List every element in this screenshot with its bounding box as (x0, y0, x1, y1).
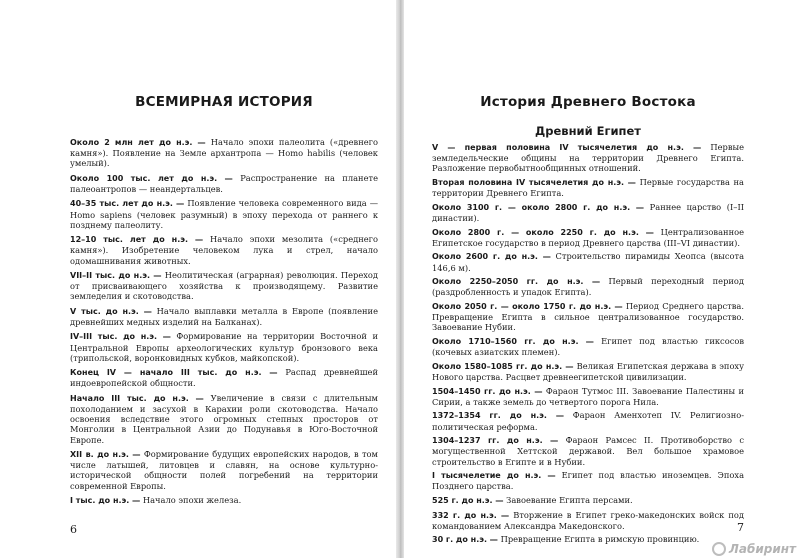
entry-text: Завоевание Египта персами. (506, 494, 633, 505)
left-chapter-title: ВСЕМИРНАЯ ИСТОРИЯ (135, 94, 313, 110)
timeline-entry: 332 г. до н.э. — Вторжение в Египет греко-македонских войск под командованием Александра Македонского. (432, 509, 745, 531)
entry-text: Раннее царство (I–II династии). (432, 201, 745, 223)
section-title: Древний Египет (535, 124, 641, 138)
timeline-entry: V — первая половина IV тысячелетия до н.э. — Первые земледельческие общины на территории Древнего Египта. Разложение первобытнообщинных отношений. (432, 142, 745, 174)
entry-text: Период Среднего царства. Превращение Египта в сильное централизованное государство. Завоевание Нубии. (432, 300, 744, 333)
entry-date: Около 1580–1085 гг. до н.э. (432, 361, 563, 371)
timeline-entry: 40–35 тыс. лет до н.э. — Появление человека современного вида — Homo sapiens (человек разумный) в эпоху перехода от раннего к позднему палеолиту. (70, 198, 378, 230)
timeline-entry: 1372–1354 гг. до н.э. — Фараон Аменхотеп IV. Религиозно-политическая реформа. (432, 410, 745, 432)
entry-text: Формирование на территории Восточной и Центральной Европы археологических культур бронзового века (трипольской, воронковидных кубков, майкопской). (70, 331, 378, 363)
entry-text: Фараон Аменхотеп IV. Религиозно-политическая реформа. (432, 410, 745, 432)
watermark-logo-icon (712, 542, 726, 556)
entry-text: Распад древнейшей индоевропейской общности. (70, 367, 378, 389)
entry-date: VII–II тыс. до н.э. (70, 270, 151, 280)
entry-text: Появление человека современного вида — Homo sapiens (человек разумный) в эпоху перехода от раннего к позднему палеолиту. (70, 198, 378, 230)
timeline-entry: Около 1580–1085 гг. до н.э. — Великая Египетская держава в эпоху Нового царства. Расцвет древнеегипетской цивилизации. (432, 360, 744, 382)
entry-text: Формирование будущих европейских народов, в том числе латышей, литовцев и славян, на основе культурно-исторической общности полей погребений на территории современной Европы. (70, 448, 378, 491)
timeline-entry: I тысячелетие до н.э. — Египет под властью иноземцев. Эпоха Позднего царства. (432, 470, 745, 492)
entry-date: 1372–1354 гг. до н.э. (432, 411, 547, 421)
entry-text: Египет под властью иноземцев. Эпоха Позднего царства. (432, 470, 745, 492)
timeline-entry: Начало III тыс. до н.э. — Увеличение в связи с длительным похолоданием и засухой в Карахии роли скотоводства. Начало освоения вследствие этого огромных степных просторов от Монголии в Центральной Азии до Подунавья в Юго-Восточной Европе. (70, 392, 378, 445)
timeline-entry: Около 1710–1560 гг. до н.э. — Египет под властью гиксосов (кочевых азиатских племен). (432, 335, 745, 358)
timeline-entry: IV–III тыс. до н.э. — Формирование на территории Восточной и Центральной Европы археологических культур бронзового века (трипольской, воронковидных кубков, майкопской). (70, 331, 378, 363)
entry-text: Увеличение в связи с длительным похолоданием и засухой в Карахии роли скотоводства. Начало освоения вследствие этого огромных степных просторов от Монголии в Центральной Азии до Подунавья в Юго-Восточной Европе. (70, 392, 378, 445)
entry-text: Первые земледельческие общины на территории Древнего Египта. Разложение первобытнообщинных отношений. (432, 142, 745, 174)
timeline-entry: Вторая половина IV тысячелетия до н.э. — Первые государства на территории Древнего Египта. (432, 177, 745, 199)
timeline-entry: V тыс. до н.э. — Начало выплавки металла в Европе (появление древнейших медных изделий на Балканах). (70, 305, 378, 327)
entry-date: Около 2050 г. — около 1750 г. до н.э. (432, 301, 612, 311)
entry-date: 30 г. до н.э. (432, 535, 488, 545)
entry-date: 40–35 тыс. лет до н.э. (70, 199, 173, 209)
entry-text: Первый переходный период (раздробленность и упадок Египта). (432, 276, 745, 298)
entry-date: IV–III тыс. до н.э. (70, 332, 158, 342)
entry-date: Около 3100 г. — около 2800 г. до н.э. (432, 202, 631, 212)
entry-date: 12–10 тыс. лет до н.э. (70, 235, 189, 245)
timeline-entry: Около 2800 г. — около 2250 г. до н.э. — Централизованное Египетское государство в период Древнего царства (III–VI династии). (432, 226, 745, 248)
timeline-entry: VII–II тыс. до н.э. — Неолитическая (аграрная) революция. Переход от присваивающего хозяйства к производящему. Развитие земледелия и скотоводства. (70, 269, 379, 302)
page-number: 7 (737, 521, 744, 534)
entry-date: I тыс. до н.э. (70, 495, 130, 505)
left-page (0, 0, 396, 558)
entry-text: Вторжение в Египет греко-македонских войск под командованием Александра Македонского. (432, 509, 745, 531)
timeline-entry: Около 2600 г. до н.э. — Строительство пирамиды Хеопса (высота 146,6 м). (432, 251, 745, 273)
entry-text: Превращение Египта в римскую провинцию. (500, 534, 700, 545)
entry-date: Около 100 тыс. лет до н.э. (70, 173, 218, 183)
watermark-text: Лабиринт (728, 542, 796, 556)
timeline-entry: 1504–1450 гг. до н.э. — Фараон Тутмос III. Завоевание Палестины и Сирии, а также земель до четвертого порога Нила. (432, 385, 744, 407)
watermark (712, 542, 796, 556)
entry-date: V тыс. до н.э. (70, 306, 139, 316)
entry-date: Конец IV — начало III тыс. до н.э. (70, 368, 262, 378)
entry-text: Первые государства на территории Древнего Египта. (432, 177, 745, 199)
entry-date: V — первая половина IV тысячелетия до н.э. (432, 143, 684, 152)
book-spine (396, 0, 404, 558)
timeline-entry: Около 3100 г. — около 2800 г. до н.э. — Раннее царство (I–II династии). (432, 201, 745, 223)
entry-date: 525 г. до н.э. (432, 495, 493, 505)
entry-date: XII в. до н.э. (70, 449, 129, 459)
entry-text: Неолитическая (аграрная) революция. Переход от присваивающего хозяйства к производящему. Развитие земледелия и скотоводства. (70, 269, 379, 302)
entry-text: Централизованное Египетское государство в период Древнего царства (III–VI династии). (432, 226, 745, 248)
entry-date: Около 2600 г. до н.э. (432, 252, 538, 262)
timeline-entry: Около 2250–2050 гг. до н.э. — Первый переходный период (раздробленность и упадок Египта). (432, 276, 745, 298)
entry-text: Великая Египетская держава в эпоху Нового царства. Расцвет древнеегипетской цивилизации. (432, 360, 744, 382)
timeline-entry: Около 2050 г. — около 1750 г. до н.э. — Период Среднего царства. Превращение Египта в сильное централизованное государство. Завоевание Нубии. (432, 300, 744, 333)
entry-date: Около 2800 г. — около 2250 г. до н.э. (432, 227, 639, 237)
timeline-entry: 30 г. до н.э. — Превращение Египта в римскую провинцию. (432, 534, 700, 545)
timeline-entry: Около 2 млн лет до н.э. — Начало эпохи палеолита («древнего камня»). Появление на Земле архантропа — Homo habilis (человек умелый). (70, 137, 378, 169)
page-number: 6 (70, 523, 77, 536)
entry-text: Египет под властью гиксосов (кочевых азиатских племен). (432, 335, 745, 358)
entry-text: Фараон Рамсес II. Противоборство с могущественной Хеттской державой. Вел большое храмовое строительство в Египте и в Нубии. (432, 435, 745, 467)
entry-text: Начало эпохи палеолита («древнего камня»). Появление на Земле архантропа — Homo habilis (человек умелый). (70, 137, 378, 169)
timeline-entry: 12–10 тыс. лет до н.э. — Начало эпохи мезолита («среднего камня»). Изобретение человеком лука и стрел, начало одомашнивания животных. (70, 234, 379, 266)
timeline-entry: Конец IV — начало III тыс. до н.э. — Распад древнейшей индоевропейской общности. (70, 367, 378, 389)
entry-text: Распространение на планете палеоантропов — неандертальцев. (70, 172, 378, 194)
entry-date: Около 2250–2050 гг. до н.э. (432, 277, 584, 287)
entry-date: Вторая половина IV тысячелетия до н.э. (432, 178, 625, 187)
timeline-entry: 1304–1237 гг. до н.э. — Фараон Рамсес II. Противоборство с могущественной Хеттской державой. Вел большое храмовое строительство в Египте и в Нубии. (432, 435, 745, 467)
right-chapter-title: История Древнего Востока (480, 94, 696, 110)
entry-text: Начало выплавки металла в Европе (появление древнейших медных изделий на Балканах). (70, 305, 378, 327)
entry-date: Начало III тыс. до н.э. (70, 393, 189, 403)
left-entries (70, 137, 378, 510)
entry-date: 332 г. до н.э. (432, 510, 497, 520)
entry-text: Строительство пирамиды Хеопса (высота 146,6 м). (432, 251, 745, 273)
timeline-entry: Около 100 тыс. лет до н.э. — Распространение на планете палеоантропов — неандертальцев. (70, 172, 378, 194)
entry-date: I тысячелетие до н.э. (432, 471, 542, 481)
timeline-entry: I тыс. до н.э. — Начало эпохи железа. (70, 494, 242, 505)
right-entries (432, 142, 744, 549)
right-page (404, 0, 800, 558)
timeline-entry: 525 г. до н.э. — Завоевание Египта персами. (432, 494, 633, 505)
entry-date: Около 1710–1560 гг. до н.э. (432, 336, 579, 346)
entry-text: Начало эпохи железа. (142, 494, 242, 505)
entry-date: Около 2 млн лет до н.э. (70, 138, 193, 147)
timeline-entry: XII в. до н.э. — Формирование будущих европейских народов, в том числе латышей, литовцев и славян, на основе культурно-исторической общности полей погребений на территории современной Европы. (70, 448, 378, 491)
entry-text: Начало эпохи мезолита («среднего камня»). Изобретение человеком лука и стрел, начало одомашнивания животных. (70, 234, 379, 266)
entry-text: Фараон Тутмос III. Завоевание Палестины и Сирии, а также земель до четвертого порога Нила. (432, 385, 744, 407)
entry-date: 1504–1450 гг. до н.э. (432, 386, 531, 396)
entry-date: 1304–1237 гг. до н.э. (432, 436, 543, 446)
